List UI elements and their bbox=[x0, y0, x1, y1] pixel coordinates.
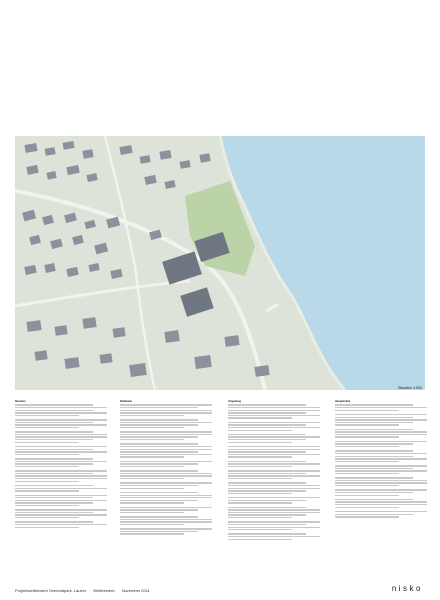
text-column-4 bbox=[335, 400, 427, 519]
footer-phase: Wettbewerb bbox=[93, 588, 115, 593]
footer-date: November 2011 bbox=[121, 588, 150, 593]
footer-project: Projektwettbewerb Seemattpark, Lauerz bbox=[15, 588, 87, 593]
text-column-3 bbox=[228, 400, 320, 541]
site-plan bbox=[15, 136, 425, 390]
footer-project-info bbox=[15, 588, 156, 593]
column-title: Situation bbox=[15, 400, 26, 403]
site-plan-drawing bbox=[15, 136, 425, 390]
column-body bbox=[335, 404, 427, 517]
column-title: Städtebau bbox=[120, 400, 133, 403]
scale-label: Situation 1:500 bbox=[398, 386, 422, 390]
column-title: Haupteinheit bbox=[335, 400, 351, 403]
text-column-1 bbox=[15, 400, 107, 529]
brand-logo: nisko bbox=[391, 584, 423, 593]
column-body bbox=[120, 404, 212, 534]
column-body bbox=[15, 404, 107, 527]
column-body bbox=[228, 404, 320, 540]
text-column-2 bbox=[120, 400, 212, 536]
column-title: Umgebung bbox=[228, 400, 242, 403]
